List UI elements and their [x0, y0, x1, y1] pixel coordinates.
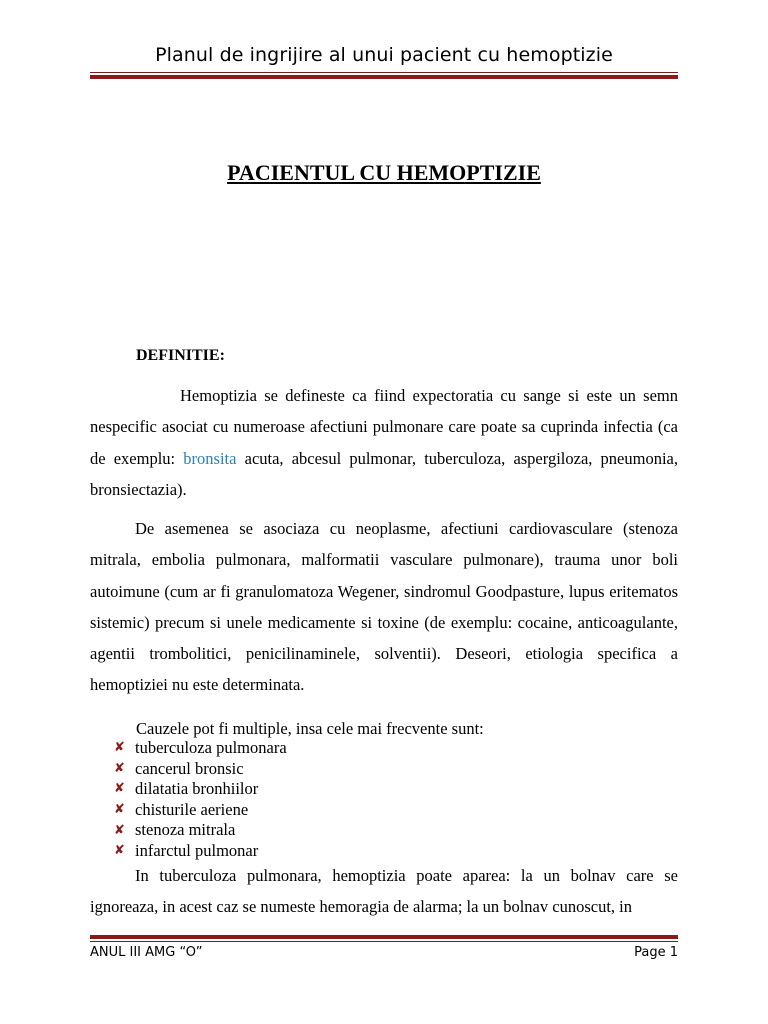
x-bullet-icon: ✘	[114, 740, 125, 756]
tuberculosis-paragraph: In tuberculoza pulmonara, hemoptizia poate aparea: la un bolnav care se ignoreaza, in acest caz se numeste hemoragia de alarma; la un bolnav cunoscut, in	[90, 866, 678, 917]
list-item-label: tuberculoza pulmonara	[135, 738, 287, 757]
x-bullet-icon: ✘	[114, 843, 125, 859]
x-bullet-icon: ✘	[114, 760, 125, 776]
list-item	[114, 841, 287, 862]
definition-text-end: acuta, abcesul pulmonar, tuberculoza, aspergiloza, pneumonia, bronsiectazia).	[90, 448, 678, 499]
header-rule-thick	[90, 75, 678, 79]
list-item-label: stenoza mitrala	[135, 820, 236, 840]
list-item-label: chisturile aeriene	[135, 799, 249, 819]
header-rule-thin	[90, 72, 678, 73]
list-item	[114, 759, 287, 780]
footer-rule-thick	[90, 935, 678, 939]
definition-text: Hemoptizia se defineste ca fiind expectoratia cu sange si este un semn nespecific asociat cu numeroase afectiuni pulmonare care poate sa cuprinda infectia (ca de exemplu:	[90, 386, 678, 468]
page-number: Page 1	[634, 945, 678, 960]
definition-paragraph	[90, 380, 678, 505]
x-bullet-icon: ✘	[114, 781, 125, 797]
footer-rule-thin	[90, 941, 678, 942]
x-bullet-icon: ✘	[114, 822, 125, 838]
list-item-label: infarctul pulmonar	[135, 840, 259, 860]
list-item	[114, 800, 287, 821]
header-title: Planul de ingrijire al unui pacient cu hemoptizie	[155, 44, 613, 66]
associations-paragraph: De asemenea se asociaza cu neoplasme, afectiuni cardiovasculare (stenoza mitrala, embolia pulmonara, malformatii vasculare pulmonare), trauma unor boli autoimune (cum ar fi granulomatoza Wegener, sindromul Goodpasture, lupus eritematos sistemic) precum si unele medicamente si toxine (de exemplu: cocaine, anticoagulante, agentii trombolitici, penicilinaminele, solventii). Deseori, etiologia specifica a hemoptiziei nu este determinata.	[90, 519, 678, 695]
x-bullet-icon: ✘	[114, 802, 125, 818]
list-item-label: dilatatia bronhiilor	[135, 779, 259, 799]
list-item	[114, 820, 287, 841]
causes-list	[114, 738, 287, 862]
list-item	[114, 738, 287, 759]
list-item	[114, 779, 287, 800]
footer-class-label: ANUL III AMG “O”	[90, 945, 203, 960]
section-heading: DEFINITIE:	[136, 347, 225, 364]
causes-intro: Cauzele pot fi multiple, insa cele mai frecvente sunt:	[136, 719, 484, 738]
list-item-label: cancerul bronsic	[135, 758, 244, 778]
bronsita-link[interactable]: bronsita	[183, 448, 237, 468]
document-title: PACIENTUL CU HEMOPTIZIE	[227, 160, 541, 185]
